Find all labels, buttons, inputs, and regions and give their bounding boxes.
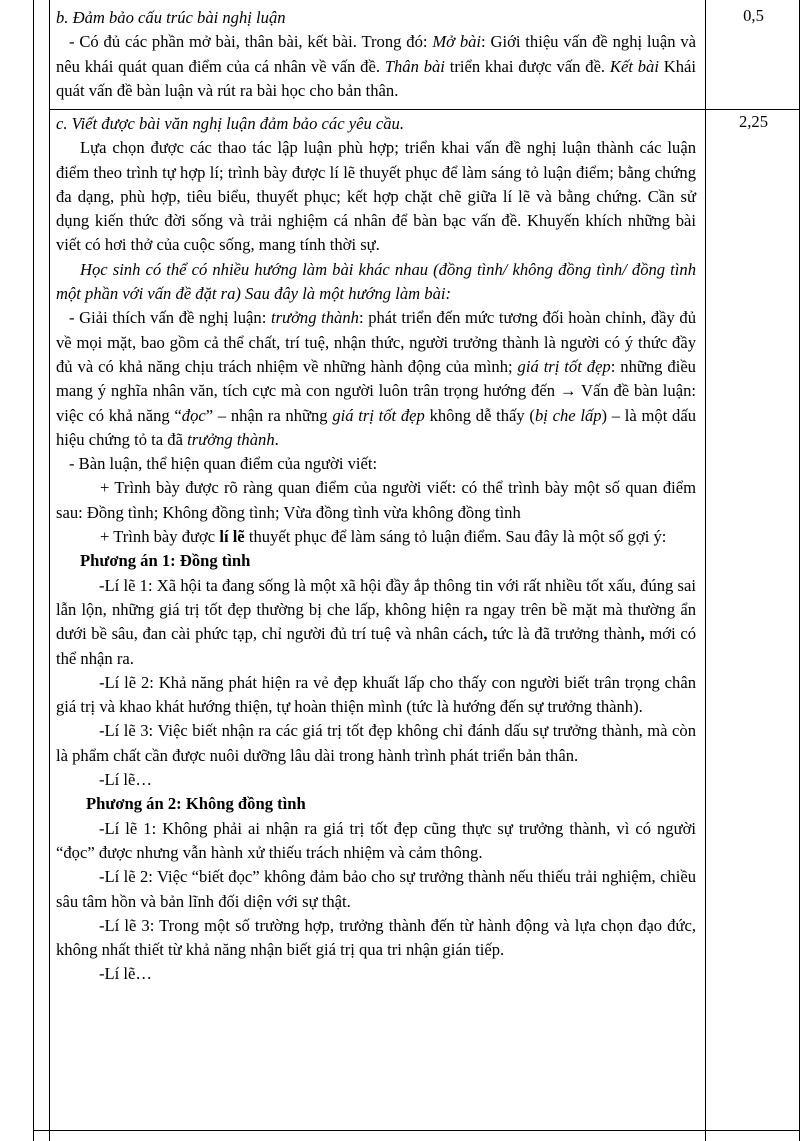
bold-term: lí lẽ xyxy=(219,527,245,547)
term: bị che lấp xyxy=(534,405,602,425)
bold-comma: , xyxy=(483,624,488,644)
view-2 xyxy=(56,525,696,549)
option-2-reason-1: -Lí lẽ 1: Không phải ai nhận ra giá trị tốt đẹp cũng thực sự trưởng thành, vì có người “đọc” được nhưng vẫn hành xử thiếu trách nhiệm và cảm thông. xyxy=(56,818,696,862)
row-divider xyxy=(49,109,800,110)
option-1-more: -Lí lẽ… xyxy=(99,770,152,790)
view-1: + Trình bày được rõ ràng quan điểm của người viết: có thể trình bày một số quan điểm sau: Đồng tình; Không đồng tình; Vừa đồng tình vừa không đồng tình xyxy=(56,478,696,522)
text: : phát triển đến mức tương đối hoàn chỉnh, đầy đủ về mọi mặt, bao gồm cả thể chất, trí tuệ, nhận thức, người trưởng thành là người có ý thức đầy đủ và có khả năng chịu trách nhiệm về những hành động của mình; xyxy=(56,308,697,376)
section-b-heading: b. Đảm bảo cấu trúc bài nghị luận xyxy=(56,8,286,27)
option-2-more: -Lí lẽ… xyxy=(99,964,152,984)
text: : Giới thiệu vấn đề nghị luận và nêu khái quát quan điểm của cá nhân về vấn đề. xyxy=(56,32,696,76)
table-border-col2 xyxy=(705,0,706,1141)
text: ” – nhận ra những xyxy=(205,405,333,425)
text: - Có đủ các phần mở bài, thân bài, kết bài. Trong đó: xyxy=(69,32,433,52)
option-2-reason-3: -Lí lẽ 3: Trong một số trường hợp, trưởng thành đến từ hành động và lựa chọn đạo đức, không nhất thiết từ khả năng nhận biết giá trị qua tri nhận gián tiếp. xyxy=(56,915,696,960)
section-c-heading: c. Viết được bài văn nghị luận đảm bảo các yêu cầu. xyxy=(56,114,404,133)
option-2-title: Phương án 2: Không đồng tình xyxy=(86,794,306,814)
text: : những điều mang ý nghĩa nhân văn, tích cực mà con người luôn trân trọng hướng đến → Vấn đề bàn luận: việc có khả năng “ xyxy=(56,356,696,425)
text: -Lí lẽ 1: Xã hội ta đang sống là một xã hội đầy ắp thông tin với rất nhiều tốt xấu, đúng sai lẫn lộn, những giá trị tốt đẹp thường bị che lấp, không hiện ra ngay trên bề mặt mà thường ẩn dưới bề sâu, đan cài phức tạp, chỉ người đủ trí tuệ và nhân cách xyxy=(56,575,696,644)
discuss-heading: - Bàn luận, thể hiện quan điểm của người viết: xyxy=(69,454,378,474)
term: giá trị tốt đẹp xyxy=(332,405,425,425)
text: triển khai được vấn đề. xyxy=(444,56,610,76)
term: giá trị tốt đẹp xyxy=(517,356,611,376)
option-1-reason-3: -Lí lẽ 3: Việc biết nhận ra các giá trị tốt đẹp không chỉ đánh dấu sự trưởng thành, mà còn là phẩm chất cần được nuôi dưỡng lâu dài trong hành trình phát triển bản thân. xyxy=(56,721,696,765)
table-border-left xyxy=(33,0,34,1141)
term-mo-bai: Mở bài xyxy=(432,32,482,52)
term: đọc xyxy=(181,405,206,425)
text: + Trình bày được xyxy=(100,527,220,547)
term: trưởng thành xyxy=(270,308,359,328)
term: trưởng thành xyxy=(187,429,275,449)
score-section-c: 2,25 xyxy=(738,112,769,131)
text: mới có thể nhận ra. xyxy=(56,624,696,668)
section-c-note: Học sinh có thể có nhiều hướng làm bài khác nhau (đồng tình/ không đồng tình/ đồng tình một phần với vấn đề đặt ra) Sau đây là một hướng làm bài: xyxy=(56,259,696,304)
score-section-b: 0,5 xyxy=(743,6,764,25)
term-than-bai: Thân bài xyxy=(384,56,445,76)
option-1-reason-2: -Lí lẽ 2: Khả năng phát hiện ra vẻ đẹp khuất lấp cho thấy con người biết trân trọng chân giá trị và khao khát hướng thiện, tự hoàn thiện mình (tức là hướng đến sự trưởng thành). xyxy=(56,672,696,717)
section-b-cell xyxy=(56,6,696,103)
section-c-cell xyxy=(56,112,696,987)
bold-comma: , xyxy=(640,624,645,644)
text: - Giải thích vấn đề nghị luận: xyxy=(69,308,271,328)
text: thuyết phục để làm sáng tỏ luận điểm. Sau đây là một số gợi ý: xyxy=(244,527,667,547)
explain-paragraph xyxy=(56,306,696,452)
section-b-content xyxy=(56,30,696,103)
option-1-title: Phương án 1: Đồng tình xyxy=(80,551,251,571)
term-ket-bai: Kết bài xyxy=(609,56,659,76)
text: . xyxy=(274,429,279,449)
text: ) – là một dấu hiệu chứng tỏ ta đã xyxy=(56,405,696,449)
text: không dễ thấy ( xyxy=(424,405,535,425)
text: Khái quát vấn đề bàn luận và rút ra bài học cho bản thân. xyxy=(56,56,696,100)
option-2-reason-2: -Lí lẽ 2: Việc “biết đọc” không đảm bảo cho sự trưởng thành nếu thiếu trải nghiệm, chiều sâu tâm hồn và bản lĩnh đối diện với sự thật. xyxy=(56,867,696,911)
text: tức là đã trưởng thành xyxy=(487,624,641,644)
option-1-reason-1 xyxy=(56,574,696,671)
section-c-intro: Lựa chọn được các thao tác lập luận phù hợp; triển khai vấn đề nghị luận thành các luận điểm theo trình tự hợp lí; trình bày được lí lẽ thuyết phục để làm sáng tỏ luận điểm; bằng chứng đa dạng, phù hợp, tiêu biểu, thuyết phục; kết hợp chặt chẽ giữa lí lẽ và bằng chứng. Cần sử dụng kiến thức đời sống và trải nghiệm cá nhân để bàn bạc vấn đề. Khuyến khích những bài viết có hơi thở của cuộc sống, mang tính thời sự. xyxy=(56,138,696,255)
table-border-bottom xyxy=(33,1130,799,1131)
table-border-col1 xyxy=(49,0,50,1141)
